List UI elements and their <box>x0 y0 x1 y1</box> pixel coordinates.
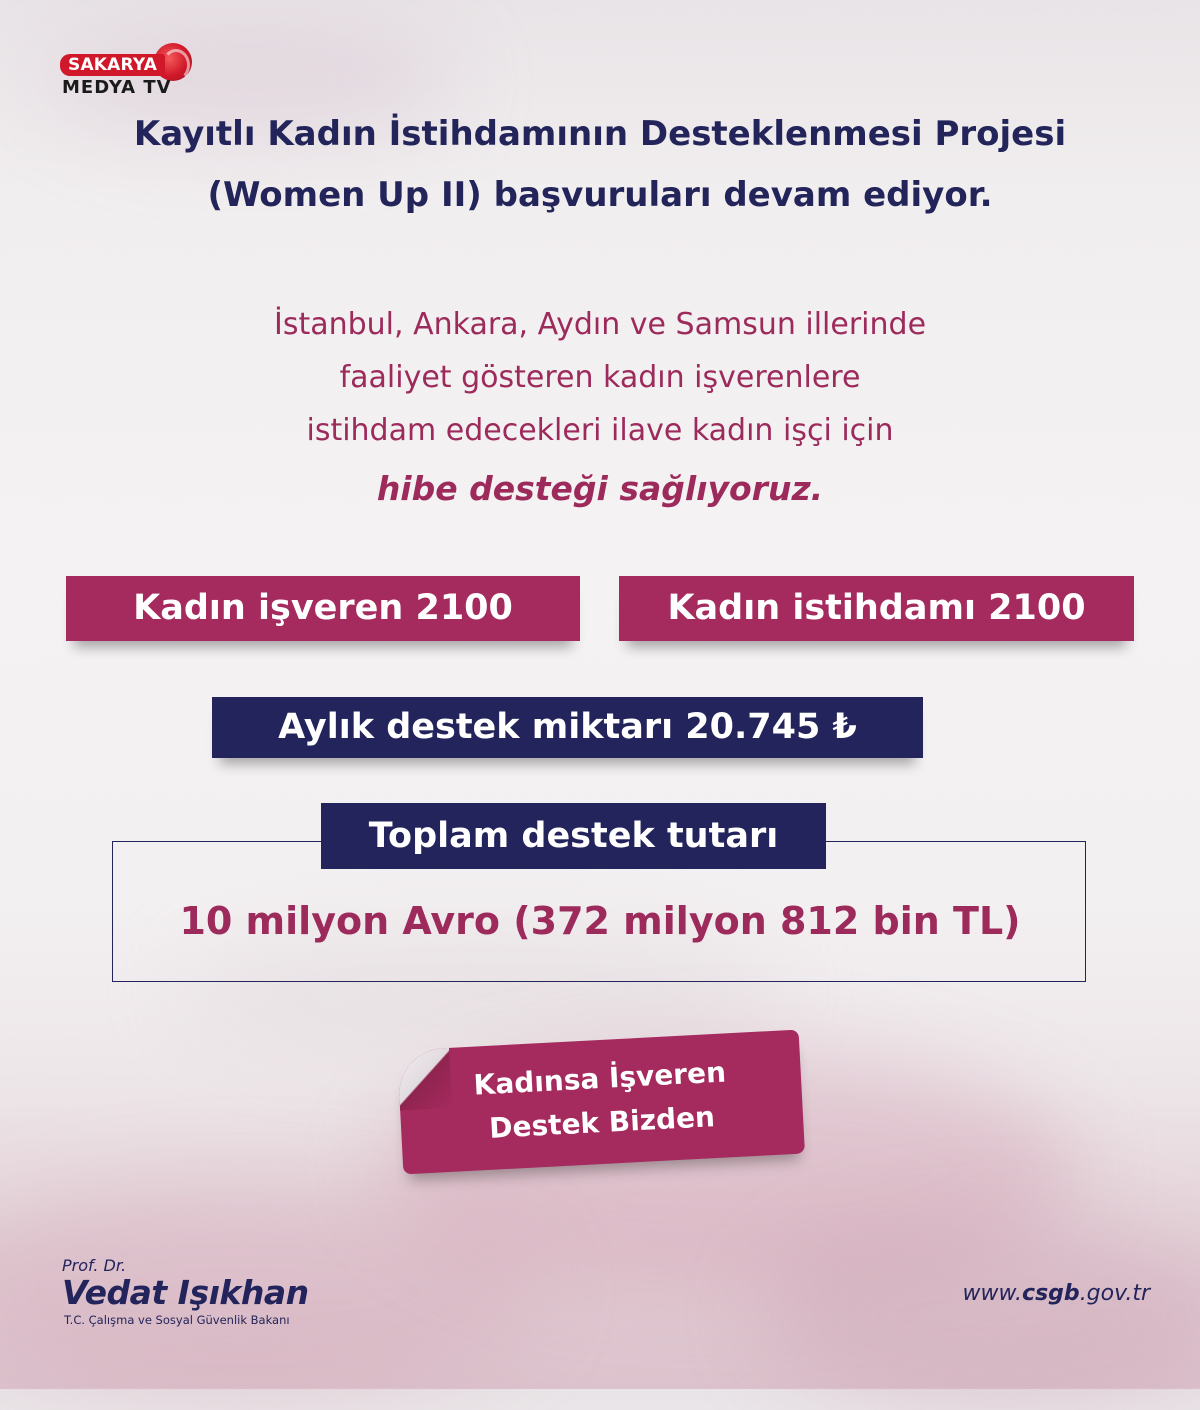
slogan-line-1: Kadınsa İşveren <box>472 1055 727 1102</box>
logo-wordmark: SAKARYA <box>60 54 165 76</box>
total-support-label: Toplam destek tutarı <box>321 803 826 869</box>
employment-stat-band: Kadın istihdamı 2100 <box>619 576 1134 641</box>
total-support-amount: 10 milyon Avro (372 milyon 812 bin TL) <box>179 899 1021 943</box>
intro-line-2: faaliyet gösteren kadın işverenlere <box>339 360 861 395</box>
intro-line-1: İstanbul, Ankara, Aydın ve Samsun illerinde <box>273 307 927 342</box>
website-suffix: .gov.tr <box>1079 1281 1150 1306</box>
signature-name: Vedat Işıkhan <box>62 1273 309 1312</box>
monthly-support-band: Aylık destek miktarı 20.745 ₺ <box>212 697 923 758</box>
logo-subtitle: MEDYA TV <box>62 77 172 98</box>
intro-emphasis: hibe desteği sağlıyoruz. <box>376 469 824 508</box>
signature-role: T.C. Çalışma ve Sosyal Güvenlik Bakanı <box>64 1313 290 1327</box>
website-prefix: www. <box>962 1281 1023 1306</box>
headline-line-2: (Women Up II) başvuruları devam ediyor. <box>207 175 993 215</box>
slogan-tag <box>397 1030 805 1175</box>
background-wash <box>760 1220 1200 1410</box>
slogan-line-2: Destek Bizden <box>488 1100 716 1145</box>
website-link[interactable] <box>962 1280 1150 1308</box>
employers-stat-band: Kadın işveren 2100 <box>66 576 580 641</box>
minister-signature <box>62 1257 382 1337</box>
sakarya-medya-logo <box>60 42 192 100</box>
intro-line-3: istihdam edecekleri ilave kadın işçi için <box>306 413 894 448</box>
headline-line-1: Kayıtlı Kadın İstihdamının Desteklenmesi Projesi <box>133 114 1067 154</box>
signature-title: Prof. Dr. <box>62 1256 127 1275</box>
website-domain: csgb <box>1022 1281 1080 1306</box>
